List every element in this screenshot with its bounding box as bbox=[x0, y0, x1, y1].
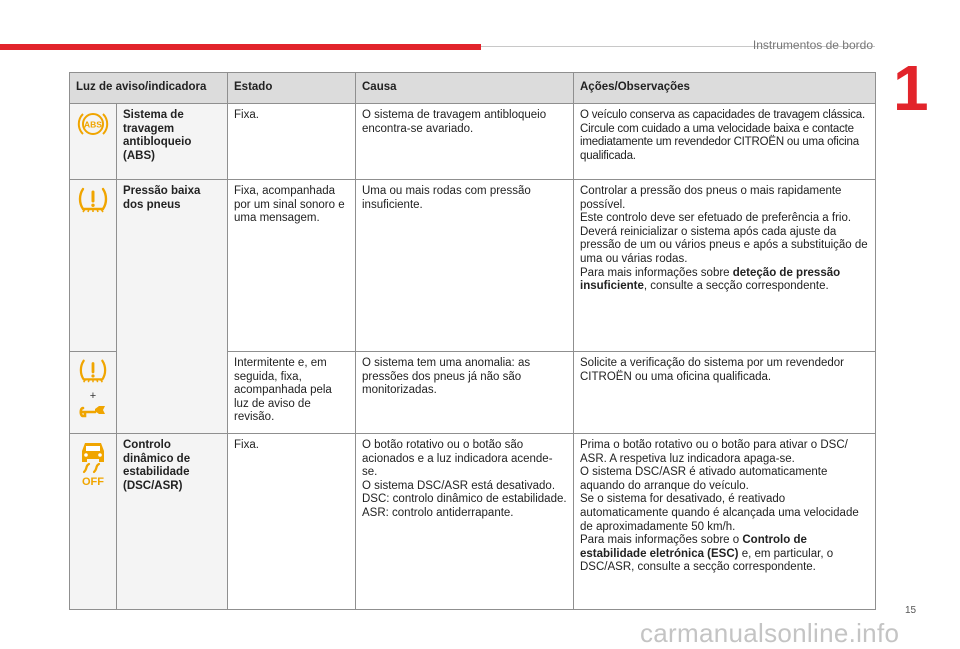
cause-line: O sistema DSC/ASR está desativado. bbox=[362, 479, 556, 492]
action-text: e, em particular, o DSC/ASR, consulte a secção correspondente. bbox=[580, 547, 834, 574]
action-line bbox=[580, 534, 869, 575]
light-state: Fixa. bbox=[228, 104, 356, 180]
table-row bbox=[70, 180, 876, 352]
action-line: Deverá reinicializar o sistema após cada ajuste da pressão de um ou vários pneus e após a substituição de uma ou várias rodas. bbox=[580, 225, 868, 265]
light-state: Fixa, acompanhada por um sinal sonoro e uma mensagem. bbox=[228, 180, 356, 352]
light-cause: O sistema tem uma anomalia: as pressões dos pneus já não são monitorizadas. bbox=[356, 352, 574, 434]
column-header-state: Estado bbox=[228, 73, 356, 104]
icon-cell bbox=[70, 104, 117, 180]
column-header-cause: Causa bbox=[356, 73, 574, 104]
wrench-icon bbox=[78, 402, 108, 418]
light-name: Sistema de travagem antibloqueio (ABS) bbox=[117, 104, 228, 180]
dsc-off-label: OFF bbox=[82, 476, 104, 487]
action-text: Para mais informações sobre o bbox=[580, 534, 743, 547]
cause-line: O botão rotativo ou o botão são acionados e a luz indicadora acende-se. bbox=[362, 439, 553, 479]
light-actions bbox=[574, 434, 876, 610]
tyre-pressure-icon bbox=[78, 357, 108, 385]
action-line: Prima o botão rotativo ou o botão para ativar o DSC/ ASR. A respetiva luz indicadora apaga-se. bbox=[580, 439, 848, 465]
column-header-actions: Ações/Observações bbox=[574, 73, 876, 104]
plus-sign: + bbox=[89, 389, 97, 402]
light-state: Intermitente e, em seguida, fixa, acompanhada pela luz de aviso de revisão. bbox=[228, 352, 356, 434]
icon-cell bbox=[70, 434, 117, 610]
action-line: Controlar a pressão dos pneus o mais rapidamente possível. bbox=[580, 185, 842, 211]
column-header-light: Luz de aviso/indicadora bbox=[70, 73, 228, 104]
svg-text:ABS: ABS bbox=[84, 119, 102, 130]
table-row bbox=[70, 104, 876, 180]
light-cause: Uma ou mais rodas com pressão insuficiente. bbox=[356, 180, 574, 352]
light-actions bbox=[574, 180, 876, 352]
light-state: Fixa. bbox=[228, 434, 356, 610]
light-actions: O veículo conserva as capacidades de travagem clássica. Circule com cuidado a uma velocidade baixa e contacte imediatamente um revendedor CITROËN ou uma oficina qualificada. bbox=[574, 104, 876, 180]
dsc-off-icon bbox=[76, 439, 110, 487]
action-text: , consulte a secção correspondente. bbox=[643, 280, 829, 293]
cause-line: ASR: controlo antiderrapante. bbox=[362, 506, 514, 519]
action-line: Este controlo deve ser efetuado de preferência a frio. bbox=[580, 212, 852, 225]
light-name: Pressão baixa dos pneus bbox=[117, 180, 228, 434]
warning-lights-table bbox=[69, 72, 876, 610]
action-reference: deteção de pressão insuficiente bbox=[580, 266, 841, 293]
table-header-row bbox=[70, 73, 876, 104]
tyre-pressure-icon bbox=[78, 185, 108, 215]
action-line bbox=[580, 267, 869, 294]
icon-cell bbox=[70, 180, 117, 352]
section-title: Instrumentos de bordo bbox=[752, 38, 873, 52]
page-number: 15 bbox=[905, 605, 917, 616]
table-row bbox=[70, 434, 876, 610]
action-reference: Controlo de estabilidade eletrónica (ESC) bbox=[580, 534, 807, 560]
header-red-bar bbox=[0, 44, 481, 50]
cause-line: DSC: controlo dinâmico de estabilidade. bbox=[362, 493, 567, 506]
abs-warning-icon bbox=[77, 109, 109, 139]
light-name: Controlo dinâmico de estabilidade (DSC/ASR) bbox=[117, 434, 228, 610]
icon-cell bbox=[70, 352, 117, 434]
watermark: carmanualsonline.info bbox=[640, 618, 900, 648]
light-cause: O sistema de travagem antibloqueio encontra-se avariado. bbox=[356, 104, 574, 180]
light-actions: Solicite a verificação do sistema por um revendedor CITROËN ou uma oficina qualificada. bbox=[574, 352, 876, 434]
action-line: Se o sistema for desativado, é reativado automaticamente quando é alcançada uma velocidade de aproximadamente 50 km/h. bbox=[580, 493, 859, 533]
chapter-number: 1 bbox=[893, 52, 929, 124]
action-text: Para mais informações sobre bbox=[580, 266, 733, 279]
light-cause bbox=[356, 434, 574, 610]
action-line: O sistema DSC/ASR é ativado automaticamente aquando do arranque do veículo. bbox=[580, 466, 828, 492]
